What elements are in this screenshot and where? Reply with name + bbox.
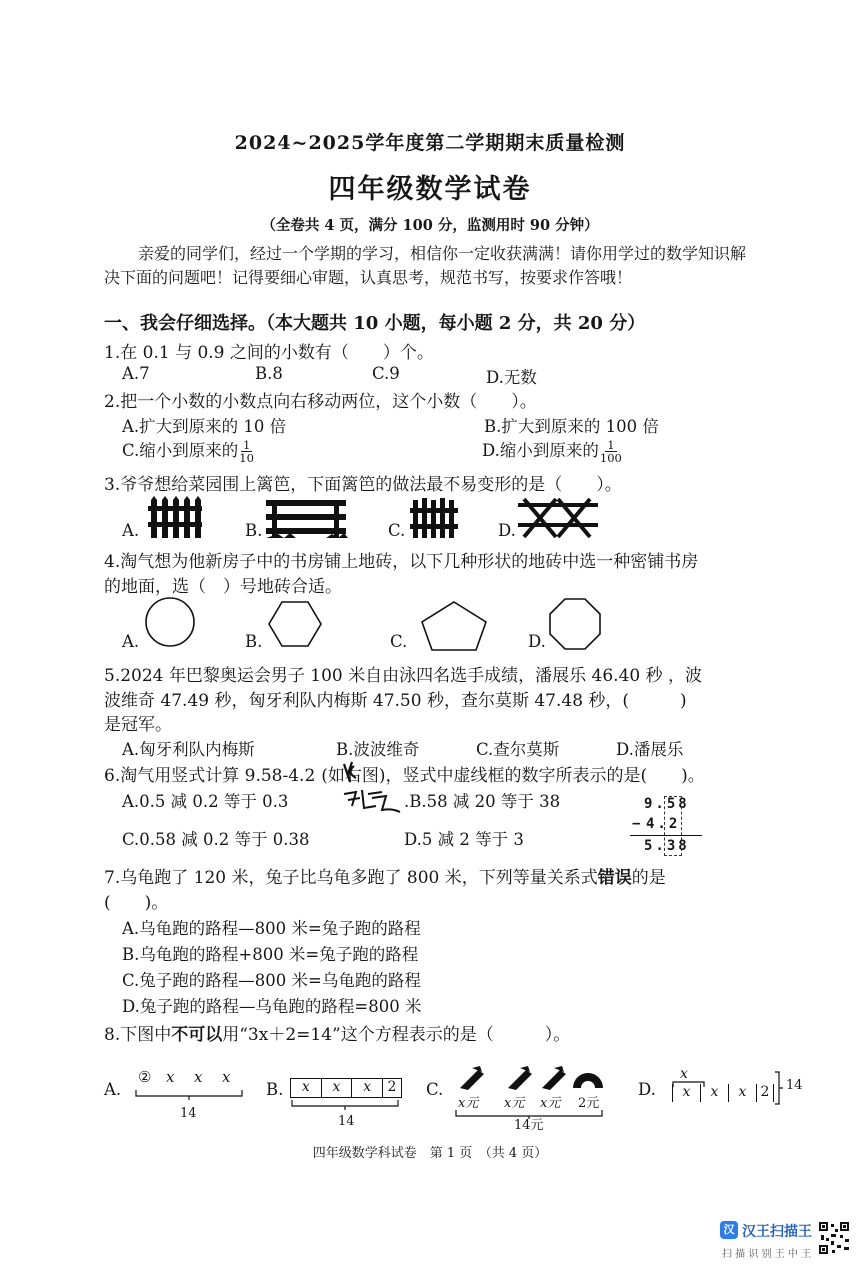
q8-d-total: 14 [786, 1078, 803, 1093]
q8-b-total: 14 [338, 1114, 355, 1129]
q5-option-a: A.匈牙利队内梅斯 [122, 740, 255, 759]
q8-figure-d [668, 1066, 808, 1116]
q8-c-price-4: 2元 [578, 1096, 600, 1111]
q2-c-fraction: $\frac{1}{10}$ [239, 438, 254, 465]
pentagon-tile-icon [420, 600, 490, 654]
q7-option-d: D.兔子跑的路程—乌龟跑的路程=800 米 [122, 997, 422, 1016]
q2-option-b: B.扩大到原来的 100 倍 [484, 417, 659, 436]
fence-posts-icon [410, 498, 460, 540]
q8-label-d: D. [638, 1080, 656, 1099]
hexagon-tile-icon [268, 600, 324, 650]
vertical-minus-sign: − [632, 816, 641, 832]
q8-d-x1: x [673, 1084, 701, 1102]
q7-stem-line-1: 7.乌龟跑了 120 米，兔子比乌龟多跑了 800 米，下列等量关系式错误的是 [104, 868, 666, 888]
scanner-slogan: 扫 描 识 别 王 中 王 [722, 1249, 812, 1260]
q8-label-a: A. [104, 1080, 122, 1099]
q4-stem-line-1: 4.淘气想为他新房子中的书房铺上地砖，以下几种形状的地砖中选一种密铺书房 [104, 552, 699, 572]
q6-option-c: C.0.58 减 0.2 等于 0.38 [122, 830, 310, 849]
q8-d-side-brace [774, 1070, 784, 1106]
section-1-title: 一、我会仔细选择。（本大题共 10 小题，每小题 2 分，共 20 分） [104, 313, 646, 334]
q8-d-x3: x [729, 1084, 757, 1102]
q8-a-total: 14 [180, 1106, 197, 1121]
q5-option-b: B.波波维奇 [336, 740, 420, 759]
circle-tile-icon [142, 596, 198, 652]
q8-b-x3: x [352, 1079, 383, 1097]
fence-vertical-icon [148, 496, 204, 540]
page-footer: 四年级数学科试卷 第 1 页 （共 4 页） [312, 1146, 548, 1161]
q3-label-b: B. [245, 521, 263, 540]
fence-crossed-icon [518, 497, 600, 539]
q8-c-price-2: x元 [504, 1096, 525, 1111]
octagon-tile-icon [548, 597, 604, 653]
q7-option-c: C.兔子跑的路程—800 米=乌龟跑的路程 [122, 971, 421, 990]
q6-option-d: D.5 减 2 等于 3 [404, 830, 524, 849]
q1-option-d: D.无数 [486, 368, 537, 387]
protractor-icon [572, 1070, 604, 1090]
q4-label-d: D. [528, 632, 546, 651]
q7-option-a: A.乌龟跑的路程—800 米=兔子跑的路程 [122, 919, 421, 938]
q8-d-two: 2 [760, 1084, 770, 1100]
q8-figure-a [134, 1068, 254, 1128]
q2-option-a: A.扩大到原来的 10 倍 [122, 417, 287, 436]
vertical-subtraction-figure [632, 794, 702, 858]
q3-label-d: D. [498, 521, 516, 540]
handwritten-mark-icon [340, 760, 360, 786]
tool-icon-2 [504, 1064, 534, 1092]
vertical-subtrahend: 4.2 [646, 816, 681, 832]
q8-d-x2: x [701, 1084, 729, 1102]
q8-c-price-3: x元 [540, 1096, 561, 1111]
q2-option-d: D.缩小到原来的 $\frac{1}{100}$ [482, 438, 622, 465]
intro-line-1: 亲爱的同学们，经过一个学期的学习，相信你一定收获满满！请你用学过的数学知识解 [138, 244, 747, 263]
q8-label-b: B. [266, 1080, 284, 1099]
q4-stem-line-2: 的地面，选（ ）号地砖合适。 [104, 577, 342, 597]
exam-info: （全卷共 4 页，满分 100 分，监测用时 90 分钟） [261, 217, 599, 234]
q8-a-x1: x [166, 1068, 175, 1086]
vertical-result: 5.38 [644, 838, 690, 854]
q1-option-c: C.9 [372, 364, 400, 383]
q4-label-b: B. [245, 632, 263, 651]
q3-label-a: A. [122, 521, 140, 540]
scanner-logo-icon: 汉 [720, 1221, 738, 1239]
qr-code-icon [818, 1221, 850, 1255]
q2-stem: 2.把一个小数的小数点向右移动两位，这个小数（ ）。 [104, 392, 537, 412]
q4-label-c: C. [390, 632, 408, 651]
q5-stem-line-3: 是冠军。 [104, 715, 172, 735]
q8-a-x2: x [194, 1068, 203, 1086]
q8-label-c: C. [426, 1080, 444, 1099]
q5-option-d: D.潘展乐 [616, 740, 684, 759]
dashed-box [664, 796, 682, 856]
q3-label-c: C. [388, 521, 406, 540]
q1-option-b: B.8 [255, 364, 283, 383]
q5-stem-line-2: 波维奇 47.49 秒，匈牙利队内梅斯 47.50 秒，查尔莫斯 47.48 秒，( ) [104, 691, 687, 711]
q2-d-fraction: $\frac{1}{100}$ [599, 438, 622, 465]
q8-c-total: 14元 [514, 1118, 544, 1133]
q8-figure-c [450, 1062, 610, 1134]
exam-title: 2024~2025学年度第二学期期末质量检测 [234, 132, 626, 154]
q8-d-x-top: x [680, 1066, 688, 1082]
q7-stem-line-2: ( )。 [104, 893, 169, 913]
q6-option-a: A.0.5 减 0.2 等于 0.3 [122, 792, 289, 811]
scanner-watermark [718, 1219, 852, 1269]
q6-stem: 6.淘气用竖式计算 9.58-4.2 (如右图)，竖式中虚线框的数字所表示的是( )。 [104, 766, 705, 786]
q8-a-brace [134, 1088, 246, 1102]
q8-b-bar [290, 1078, 402, 1098]
q2-option-c: C.缩小到原来的 $\frac{1}{10}$ [122, 438, 254, 465]
fence-rails-icon [266, 500, 348, 540]
q8-stem: 8.下图中不可以用“3x＋2=14”这个方程表示的是（ ）。 [104, 1025, 571, 1045]
tool-icon-3 [538, 1064, 568, 1092]
handwritten-scribble-icon [342, 786, 404, 814]
q1-stem: 1.在 0.1 与 0.9 之间的小数有（ ）个。 [104, 343, 434, 363]
q4-label-a: A. [122, 632, 140, 651]
q8-d-bar [672, 1084, 774, 1102]
q8-b-x1: x [291, 1079, 322, 1097]
scanner-brand: 汉王扫描王 [742, 1224, 812, 1240]
q8-b-x2: x [322, 1079, 353, 1097]
intro-line-2: 决下面的问题吧！记得要细心审题，认真思考，规范书写，按要求作答哦！ [104, 268, 633, 287]
q8-a-x3: x [222, 1068, 231, 1086]
q8-b-brace [290, 1098, 402, 1112]
q1-option-a: A.7 [122, 364, 150, 383]
q7-option-b: B.乌龟跑的路程+800 米=兔子跑的路程 [122, 945, 419, 964]
exam-subject: 四年级数学试卷 [328, 174, 532, 205]
q5-stem-line-1: 5.2024 年巴黎奥运会男子 100 米自由泳四名选手成绩，潘展乐 46.40 秒 ，波 [104, 666, 703, 686]
q8-c-price-1: x元 [458, 1096, 479, 1111]
q8-a-circle-two: ② [138, 1068, 152, 1086]
q6-option-b: .B.58 减 20 等于 38 [404, 792, 561, 811]
q5-option-c: C.查尔莫斯 [476, 740, 560, 759]
q3-stem: 3.爷爷想给菜园围上篱笆，下面篱笆的做法最不易变形的是（ ）。 [104, 475, 622, 495]
tool-icon-1 [456, 1064, 486, 1092]
vertical-top-number: 9.58 [644, 796, 690, 812]
q8-figure-b [290, 1078, 406, 1132]
q8-b-two: 2 [387, 1079, 397, 1095]
